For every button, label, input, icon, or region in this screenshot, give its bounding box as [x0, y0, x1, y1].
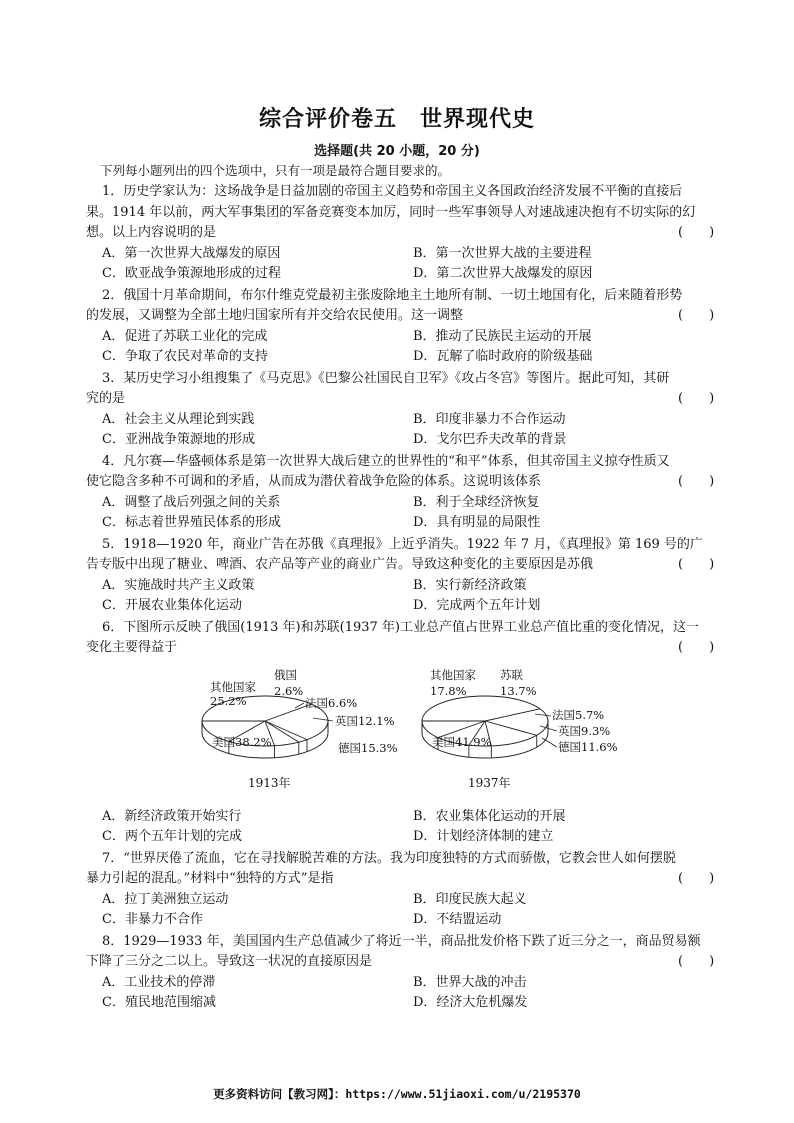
answer-bracket: ( )	[678, 308, 715, 323]
pie-chart-1937	[422, 668, 618, 790]
footer-link[interactable]: 更多资料访问【教习网】：https://www.51jiaoxi.com/u/2195370	[213, 1087, 581, 1101]
q7-line-1: 7．“世界厌倦了流血，它在寻找解脱苦难的方法。我为印度独特的方式而骄傲，它教会世人如何摆脱	[102, 851, 676, 866]
label-1937-ussr-value: 13.7%	[500, 684, 537, 698]
q2-option-c: C．争取了农民对革命的支持	[102, 349, 268, 364]
q4-line-2: 使它隐含多种不可调和的矛盾，从而成为潜伏着战争危险的体系。这说明该体系	[86, 474, 542, 489]
answer-bracket: ( )	[678, 391, 715, 406]
q7-option-d: D．不结盟运动	[413, 912, 502, 927]
q4-option-a: A．调整了战后列强之间的关系	[102, 495, 281, 510]
q7-option-b: B．印度民族大起义	[413, 892, 527, 907]
q6-option-b: B．农业集体化运动的开展	[413, 809, 566, 824]
label-1937-ussr: 苏联	[500, 668, 523, 682]
answer-bracket: ( )	[678, 474, 715, 489]
label-1913-russia-value: 2.6%	[274, 684, 304, 698]
label-1913-germany: 德国15.3%	[338, 741, 398, 755]
label-1937-france: 法国5.7%	[552, 708, 605, 722]
label-1937-other: 其他国家	[430, 668, 476, 682]
pie-charts-figure	[190, 663, 620, 803]
label-1913-other: 其他国家	[210, 680, 256, 694]
answer-bracket: ( )	[678, 557, 715, 572]
q6-option-c: C．两个五年计划的完成	[102, 829, 242, 844]
label-1913-year: 1913年	[248, 776, 291, 790]
q2-option-d: D．瓦解了临时政府的阶级基础	[413, 349, 593, 364]
q3-option-d: D．戈尔巴乔夫改革的背景	[413, 432, 567, 447]
q3-option-c: C．亚洲战争策源地的形成	[102, 432, 255, 447]
q8-line-1: 8．1929—1933 年，美国国内生产总值减少了将近一半，商品批发价格下跌了近三分之一，商品贸易额	[102, 934, 701, 949]
q5-line-1: 5．1918—1920 年，商业广告在苏俄《真理报》上近乎消失。1922 年 7 月，《真理报》第 169 号的广	[102, 537, 703, 552]
instruction-text: 下列每小题列出的四个选项中，只有一项是最符合题目要求的。	[100, 163, 451, 178]
q2-option-b: B．推动了民族民主运动的开展	[413, 329, 592, 344]
q6-line-2: 变化主要得益于	[86, 640, 178, 655]
q8-option-b: B．世界大战的冲击	[413, 975, 527, 990]
q3-option-b: B．印度非暴力不合作运动	[413, 412, 566, 427]
q4-option-d: D．具有明显的局限性	[413, 515, 541, 530]
label-1913-russia: 俄国	[274, 668, 297, 682]
q1-line-3: 想。以上内容说明的是	[86, 225, 217, 240]
q1-line-2: 果。1914 年以前，两大军事集团的军备竞赛变本加厉，同时一些军事领导人对速战速决抱有不切实际的幻	[86, 205, 696, 220]
q3-line-2: 究的是	[86, 391, 126, 406]
q1-line-1: 1．历史学家认为：这场战争是日益加剧的帝国主义趋势和帝国主义各国政治经济发展不平衡的直接后	[102, 184, 683, 199]
label-1937-germany: 德国11.6%	[558, 740, 618, 754]
q7-line-2: 暴力引起的混乱。”材料中“独特的方式”是指	[86, 871, 334, 886]
q5-option-c: C．开展农业集体化运动	[102, 598, 242, 613]
q6-option-d: D．计划经济体制的建立	[413, 829, 554, 844]
q5-line-2: 告专版中出现了糖业、啤酒、农产品等产业的商业广告。导致这种变化的主要原因是苏俄	[86, 557, 594, 572]
q1-option-d: D．第二次世界大战爆发的原因	[413, 266, 593, 281]
answer-bracket: ( )	[678, 871, 715, 886]
q2-option-a: A．促进了苏联工业化的完成	[102, 329, 268, 344]
q2-line-2: 的发展，又调整为全部土地归国家所有并交给农民使用。这一调整	[86, 308, 464, 323]
q1-option-b: B．第一次世界大战的主要进程	[413, 246, 592, 261]
q1-option-a: A．第一次世界大战爆发的原因	[102, 246, 281, 261]
page-title: 综合评价卷五 世界现代史	[258, 107, 535, 132]
q7-option-c: C．非暴力不合作	[102, 912, 203, 927]
q5-option-a: A．实施战时共产主义政策	[102, 578, 255, 593]
leader-1937-germany	[542, 738, 557, 747]
q8-line-2: 下降了三分之二以上。导致这一状况的直接原因是	[86, 954, 373, 969]
q7-option-a: A．拉丁美洲独立运动	[102, 892, 229, 907]
q8-option-c: C．殖民地范围缩减	[102, 995, 216, 1010]
label-1937-year: 1937年	[468, 776, 511, 790]
q2-line-1: 2．俄国十月革命期间，布尔什维克党最初主张废除地主土地所有制、一切土地国有化，后来随着形势	[102, 288, 683, 303]
label-1913-other-value: 25.2%	[210, 694, 247, 708]
q8-option-a: A．工业技术的停滞	[102, 975, 216, 990]
q5-option-d: D．完成两个五年计划	[413, 598, 541, 613]
label-1937-usa: 美国41.9%	[432, 735, 492, 749]
q3-option-a: A．社会主义从理论到实践	[102, 412, 255, 427]
q3-line-1: 3．某历史学习小组搜集了《马克思》《巴黎公社国民自卫军》《攻占冬宫》等图片。据此可知，其研	[102, 371, 670, 386]
label-1913-france: 法国6.6%	[305, 696, 358, 710]
label-1913-usa: 美国38.2%	[212, 735, 272, 749]
q4-option-c: C．标志着世界殖民体系的形成	[102, 515, 281, 530]
pie-chart-1913	[202, 668, 398, 790]
q8-option-d: D．经济大危机爆发	[413, 995, 528, 1010]
answer-bracket: ( )	[678, 640, 715, 655]
q4-option-b: B．利于全球经济恢复	[413, 495, 540, 510]
answer-bracket: ( )	[678, 225, 715, 240]
label-1937-uk: 英国9.3%	[558, 724, 611, 738]
answer-bracket: ( )	[678, 954, 715, 969]
label-1937-other-value: 17.8%	[430, 684, 467, 698]
label-1913-uk: 英国12.1%	[335, 714, 395, 728]
q6-option-a: A．新经济政策开始实行	[102, 809, 242, 824]
q6-line-1: 6．下图所示反映了俄国(1913 年)和苏联(1937 年)工业总产值占世界工业总产值比重的变化情况，这一	[102, 620, 699, 635]
q4-line-1: 4．凡尔赛—华盛顿体系是第一次世界大战后建立的世界性的“和平”体系，但其帝国主义掠夺性质又	[102, 454, 670, 469]
q1-option-c: C．欧亚战争策源地形成的过程	[102, 266, 281, 281]
section-heading: 选择题(共 20 小题，20 分)	[314, 144, 480, 159]
q5-option-b: B．实行新经济政策	[413, 578, 527, 593]
